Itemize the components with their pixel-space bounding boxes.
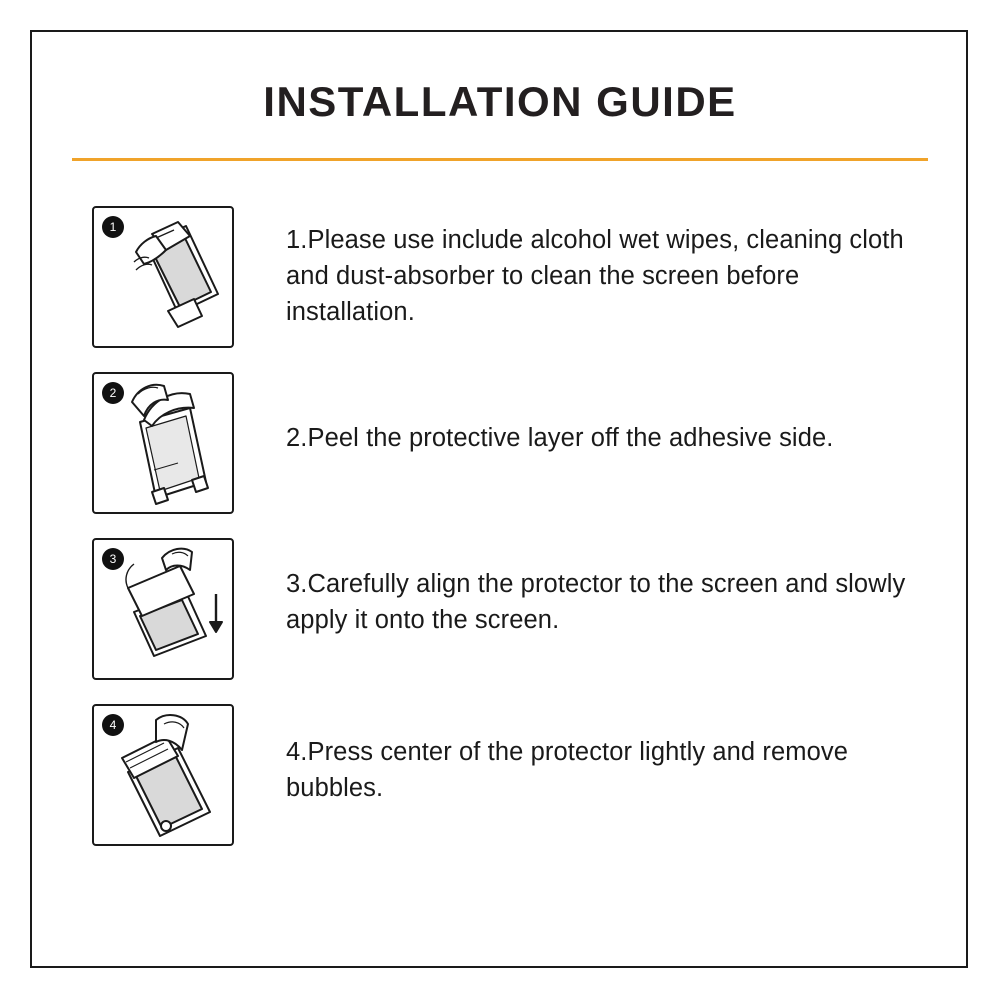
list-item	[92, 538, 932, 680]
step-number-badge: 4	[102, 714, 124, 736]
step-text: 2.Peel the protective layer off the adhesive side.	[286, 424, 834, 452]
list-item	[92, 372, 932, 514]
page-title: INSTALLATION GUIDE	[263, 78, 737, 125]
title-divider	[72, 158, 928, 161]
step-illustration-4	[92, 704, 234, 846]
step-text: 1.Please use include alcohol wet wipes, cleaning cloth and dust-absorber to clean the screen before installation.	[286, 226, 904, 327]
step-number-badge: 2	[102, 382, 124, 404]
step-text: 4.Press center of the protector lightly and remove bubbles.	[286, 738, 849, 803]
step-illustration-3	[92, 538, 234, 680]
step-number-badge: 1	[102, 216, 124, 238]
step-illustration-1	[92, 206, 234, 348]
step-number-badge: 3	[102, 548, 124, 570]
steps-list	[92, 206, 932, 870]
list-item	[92, 206, 932, 348]
step-illustration-2	[92, 372, 234, 514]
step-text: 3.Carefully align the protector to the screen and slowly apply it onto the screen.	[286, 570, 906, 635]
list-item	[92, 704, 932, 846]
